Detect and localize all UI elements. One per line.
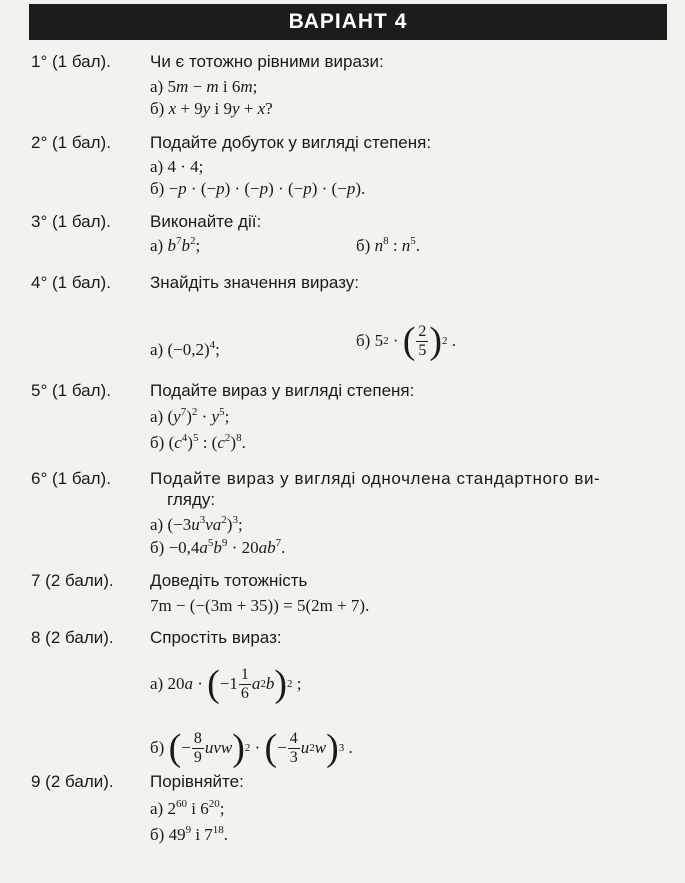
task-4-a: а) $(-0,2)^4$;	[150, 339, 220, 359]
task-9-a: а) $2^{60}$ і $6^{20}$;	[150, 798, 225, 818]
task-number: 3° (1 бал).	[31, 212, 111, 231]
task-prompt: Доведіть тотожність	[150, 571, 308, 590]
variant-title: ВАРІАНТ 4	[288, 10, 408, 33]
task-number: 1° (1 бал).	[31, 52, 111, 71]
task-5-b: б) $(c^4)^5$ : $(c^2)^8$.	[150, 432, 246, 452]
task-prompt: Спростіть вираз:	[150, 628, 282, 647]
task-prompt: Подайте вираз у вигляді степеня:	[150, 381, 415, 400]
task-number: 8 (2 бали).	[31, 628, 114, 647]
task-prompt: Порівняйте:	[150, 772, 244, 791]
task-number: 7 (2 бали).	[31, 571, 114, 590]
task-8-b: б) ( − $\frac{8}{9}$ uvw ) 2 · ( − $\frac{4}{3}$ u 2 w ) 3 .	[150, 727, 353, 769]
task-number: 5° (1 бал).	[31, 381, 111, 400]
task-prompt: Подайте добуток у вигляді степеня:	[150, 133, 432, 152]
task-prompt-cont: гляду:	[167, 490, 216, 509]
task-4-b: б) 5 2 · ( $\frac{2}{5}$ ) 2 .	[356, 320, 457, 362]
task-1-a: а) 5m − m і 6m;	[150, 77, 258, 96]
task-2-b: б) −p · (−p) · (−p) · (−p) · (−p).	[150, 179, 366, 198]
task-number: 4° (1 бал).	[31, 273, 111, 292]
task-1-b: б) x + 9y і 9y + x?	[150, 99, 273, 118]
task-3-b: б) $n^8$ : $n^5$.	[356, 235, 421, 255]
variant-header	[29, 4, 667, 40]
task-6-b: $б) -0,4a^5b^9 \cdot 20ab^7$.	[150, 537, 286, 557]
task-number: 9 (2 бали).	[31, 772, 114, 791]
task-9-b: б) $49^9$ і $7^{18}$.	[150, 824, 229, 844]
task-prompt: Чи є тотожно рівними вирази:	[150, 52, 384, 71]
task-2-a: а) 4 · 4;	[150, 157, 204, 176]
task-6-a: а) $(-3u^3va^2)^3$;	[150, 514, 243, 534]
task-prompt: Виконайте дії:	[150, 212, 262, 231]
task-prompt: Подайте вираз у вигляді одночлена стандартного ви-	[150, 469, 601, 488]
task-8-a: а) 20 a · ( −1 $\frac{1}{6}$ a 2 b ) 2 ;	[150, 663, 302, 705]
task-number: 6° (1 бал).	[31, 469, 111, 488]
task-number: 2° (1 бал).	[31, 133, 111, 152]
task-7-identity: 7m − (−(3m + 35)) = 5(2m + 7).	[150, 596, 370, 615]
task-5-a: а) $(y^7)^2 \cdot y^5$;	[150, 406, 230, 426]
task-3-a: а) $b^7b^2$;	[150, 235, 201, 255]
task-prompt: Знайдіть значення виразу:	[150, 273, 360, 292]
